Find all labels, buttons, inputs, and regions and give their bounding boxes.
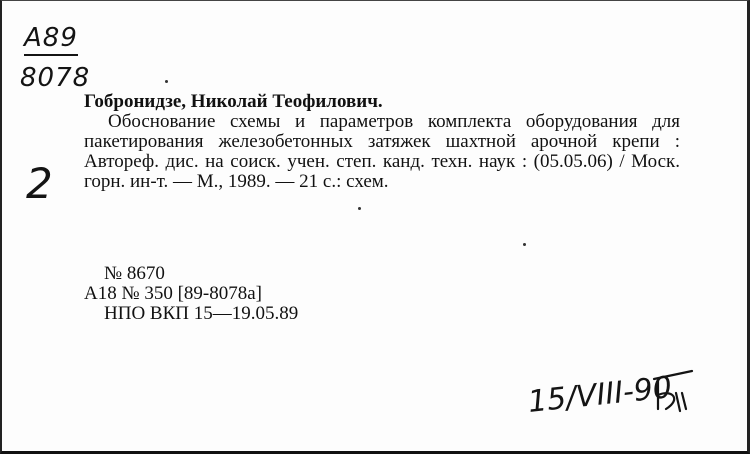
- signature-stroke: [652, 369, 696, 413]
- shelf-mark-bottom: 8078: [20, 63, 91, 93]
- publisher-line: НПО ВКП 15—19.05.89: [104, 303, 299, 324]
- paper-speck: [358, 207, 361, 210]
- handwritten-date: 15/VIII-90: [526, 370, 674, 420]
- card-number: № 8670: [104, 263, 165, 284]
- entry-description: Обоснование схемы и параметров комплекта оборудования для пакетирования железобетонных затяжек шахтной арочной крепи : Автореф. дис. на соиск. учен. степ. канд. техн. наук : (05.05.06) / Моск. горн. ин-т. — М., 1989. — 21 с.: схем.: [84, 111, 680, 192]
- bibliographic-entry: [84, 92, 680, 192]
- paper-speck: [523, 243, 526, 246]
- author-name: Гобронидзе, Николай Теофилович.: [84, 91, 383, 112]
- shelf-mark-top: A89: [24, 23, 78, 56]
- paper-speck: [165, 80, 168, 83]
- margin-mark: 2: [26, 159, 53, 208]
- classification-code: А18 № 350 [89-8078а]: [84, 283, 263, 304]
